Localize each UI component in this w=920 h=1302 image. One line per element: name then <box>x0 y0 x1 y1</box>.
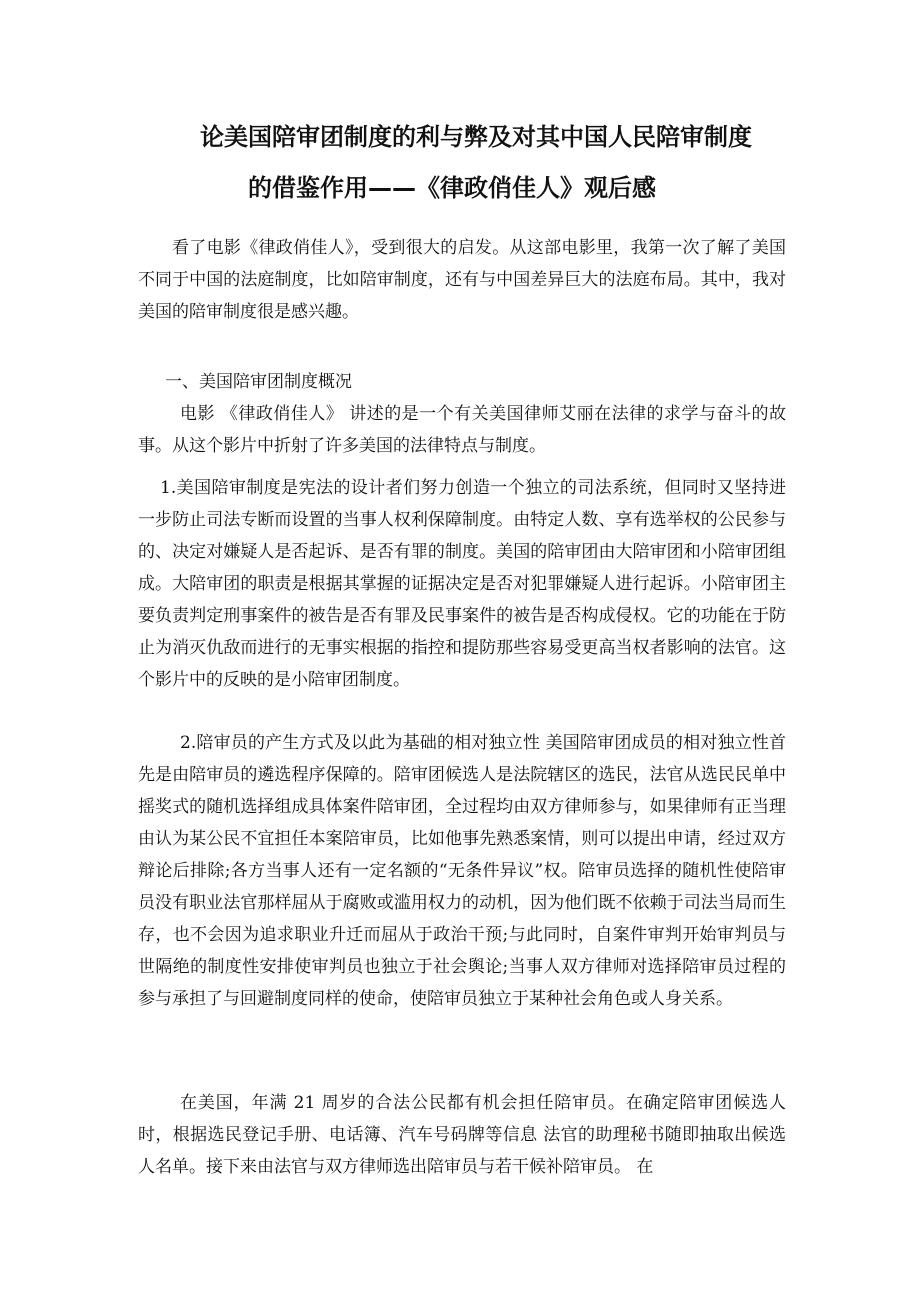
item-1-paragraph: 1.美国陪审制度是宪法的设计者们努力创造一个独立的司法系统，但同时又坚持进一步防止司法专断而设置的当事人权利保障制度。由特定人数、享有选举权的公民参与的、决定对嫌疑人是否起诉、是否有罪的制度。美国的陪审团由大陪审团和小陪审团组成。大陪审团的职责是根据其掌握的证据决定是否对犯罪嫌疑人进行起诉。小陪审团主要负责判定刑事案件的被告是否有罪及民事案件的被告是否构成侵权。它的功能在于防止为消灭仇敌而进行的无事实根据的指控和提防那些容易受更高当权者影响的法官。这个影片中的反映的是小陪审团制度。 <box>138 478 786 690</box>
intro-paragraph: 看了电影《律政俏佳人》，受到很大的启发。从这部电影里，我第一次了解了美国不同于中国的法庭制度，比如陪审制度，还有与中国差异巨大的法庭布局。其中，我对美国的陪审制度很是感兴趣。 <box>138 238 786 322</box>
last-paragraph: 在美国，年满 21 周岁的合法公民都有机会担任陪审员。在确定陪审团候选人时，根据选民登记手册、电话簿、汽车号码牌等信息 法官的助理秘书随即抽取出候选人名单。接下来由法官与双方律师选出陪审员与若干候补陪审员。 在 <box>138 1093 786 1177</box>
movie-paragraph: 电影 《律政俏佳人》 讲述的是一个有关美国律师艾丽在法律的求学与奋斗的故事。从这个影片中折射了许多美国的法律特点与制度。 <box>138 404 786 456</box>
title-line-2: 的借鉴作用——《律政俏佳人》观后感 <box>248 174 656 202</box>
section-1-heading: 一、美国陪审团制度概况 <box>165 372 352 392</box>
title-line-1: 论美国陪审团制度的利与弊及对其中国人民陪审制度 <box>200 123 752 151</box>
item-2-paragraph: 2.陪审员的产生方式及以此为基础的相对独立性 美国陪审团成员的相对独立性首先是由陪审员的遴选程序保障的。陪审团候选人是法院辖区的选民，法官从选民民单中摇奖式的随机选择组成具体案件陪审团，全过程均由双方律师参与，如果律师有正当理由认为某公民不宜担任本案陪审员，比如他事先熟悉案情，则可以提出申请，经过双方辩论后排除;各方当事人还有一定名额的“无条件异议”权。陪审员选择的随机性使陪审员没有职业法官那样屈从于腐败或滥用权力的动机，因为他们既不依赖于司法当局而生存，也不会因为追求职业升迁而屈从于政治干预;与此同时，自案件审判开始审判员与世隔绝的制度性安排使审判员也独立于社会舆论;当事人双方律师对选择陪审员过程的参与承担了与回避制度同样的使命，使陪审员独立于某种社会角色或人身关系。 <box>138 733 786 1009</box>
